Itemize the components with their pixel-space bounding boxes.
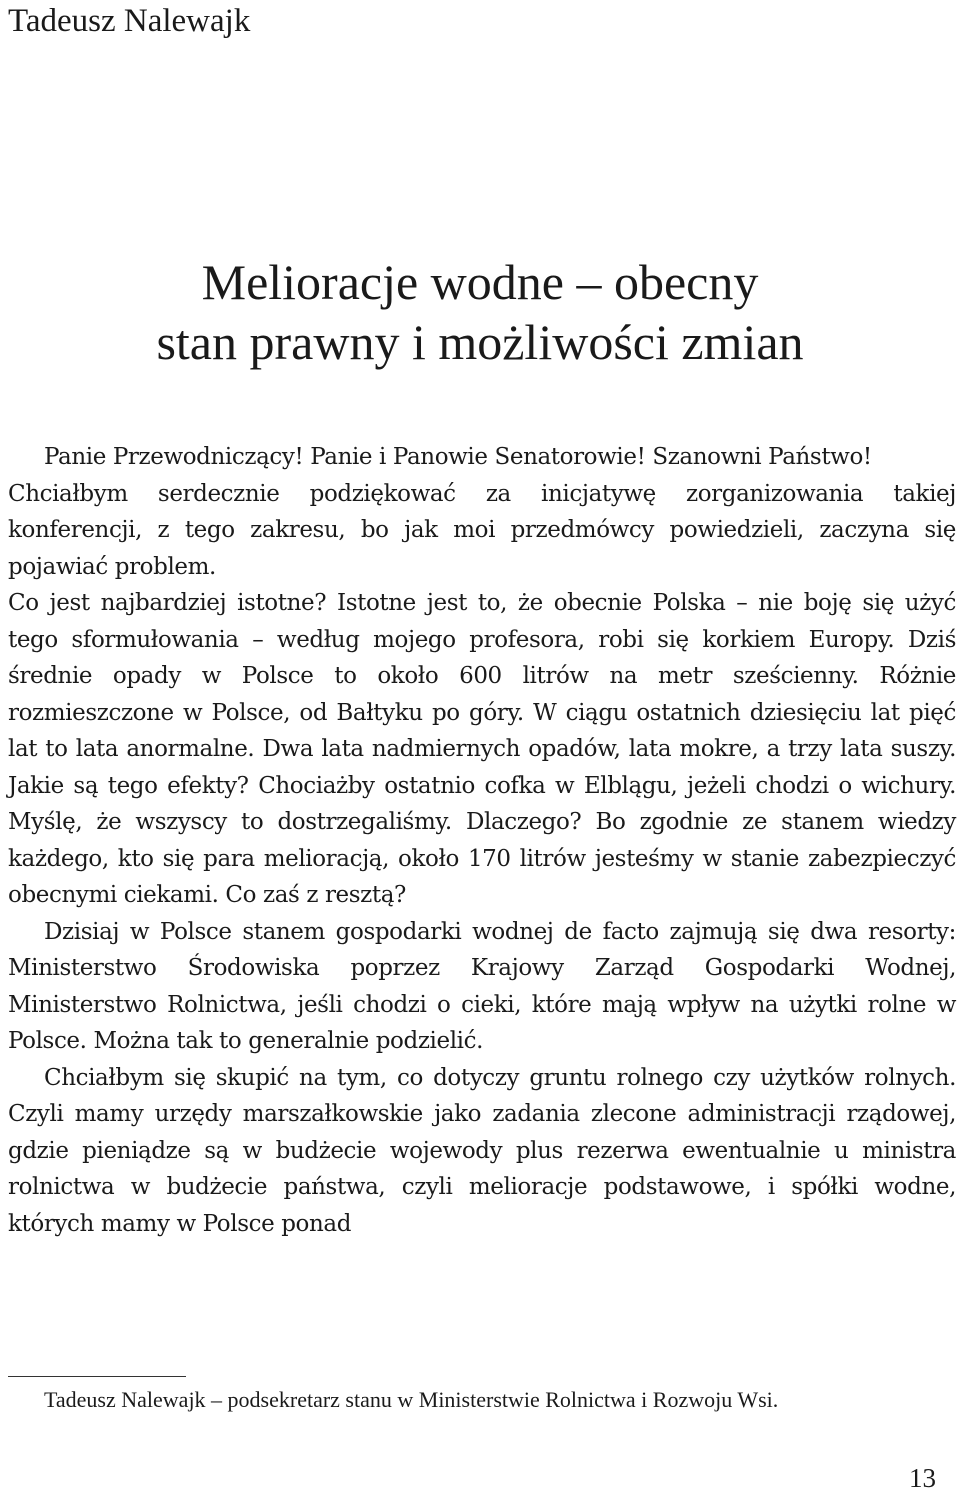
article-title-line-2: stan prawny i możliwości zmian <box>156 314 804 370</box>
article-title <box>0 252 960 372</box>
footnote-author-note: Tadeusz Nalewajk – podsekretarz stanu w Ministerstwie Rolnictwa i Rozwoju Wsi. <box>44 1387 779 1412</box>
page-number: 13 <box>909 1463 936 1493</box>
paragraph-agricultural-land: Chciałbym się skupić na tym, co dotyczy gruntu rolnego czy użytków rolnych. Czyli mamy urzędy marszałkowskie jako zadania zlecone administracji rządowej, gdzie pieniądze są w budżecie wojewody plus rezerwa ewentualnie u ministra rolnictwa w budżecie państwa, czyli melioracje podstawowe, i spółki wodne, których mamy w Polsce ponad <box>8 1064 956 1237</box>
article-title-line-1: Melioracje wodne – obecny <box>201 254 759 310</box>
article-body <box>8 439 956 1242</box>
paragraph-main-issue: Co jest najbardziej istotne? Istotne jest to, że obecnie Polska – nie boję się użyć tego sformułowania – według mojego profesora, robi się korkiem Europy. Dziś średnie opady w Polsce to około 600 litrów na metr sześcienny. Różnie rozmieszczone w Polsce, od Bałtyku po góry. W ciągu ostatnich dziesięciu lat pięć lat to lata anormalne. Dwa lata nadmiernych opadów, lata mokre, a trzy lata suszy. Jakie są tego efekty? Chociażby ostatnio cofka w Elblągu, jeżeli chodzi o wichury. Myślę, że wszyscy to dostrzegaliśmy. Dlaczego? Bo zgodnie ze stanem wiedzy każdego, kto się para melioracją, około 170 litrów jesteśmy w stanie zabezpieczyć obecnymi ciekami. Co zaś z resztą? <box>8 590 956 908</box>
paragraph-greeting: Panie Przewodniczący! Panie i Panowie Senatorowie! Szanowni Państwo! <box>44 444 872 470</box>
paragraph-resorts: Dzisiaj w Polsce stanem gospodarki wodnej de facto zajmują się dwa resorty: Ministerstwo Środowiska poprzez Krajowy Zarząd Gospodarki Wodnej, Ministerstwo Rolnictwa, jeśli chodzi o cieki, które mają wpływ na użytki rolne w Polsce. Można tak to generalnie podzielić. <box>8 918 956 1054</box>
paragraph-thanks: Chciałbym serdecznie podziękować za inicjatywę zorganizowania takiej konferencji, z tego zakresu, bo jak moi przedmówcy powiedzieli, zaczyna się pojawiać problem. <box>8 480 956 580</box>
running-header-author: Tadeusz Nalewajk <box>8 3 251 39</box>
footnote-divider <box>8 1376 186 1377</box>
